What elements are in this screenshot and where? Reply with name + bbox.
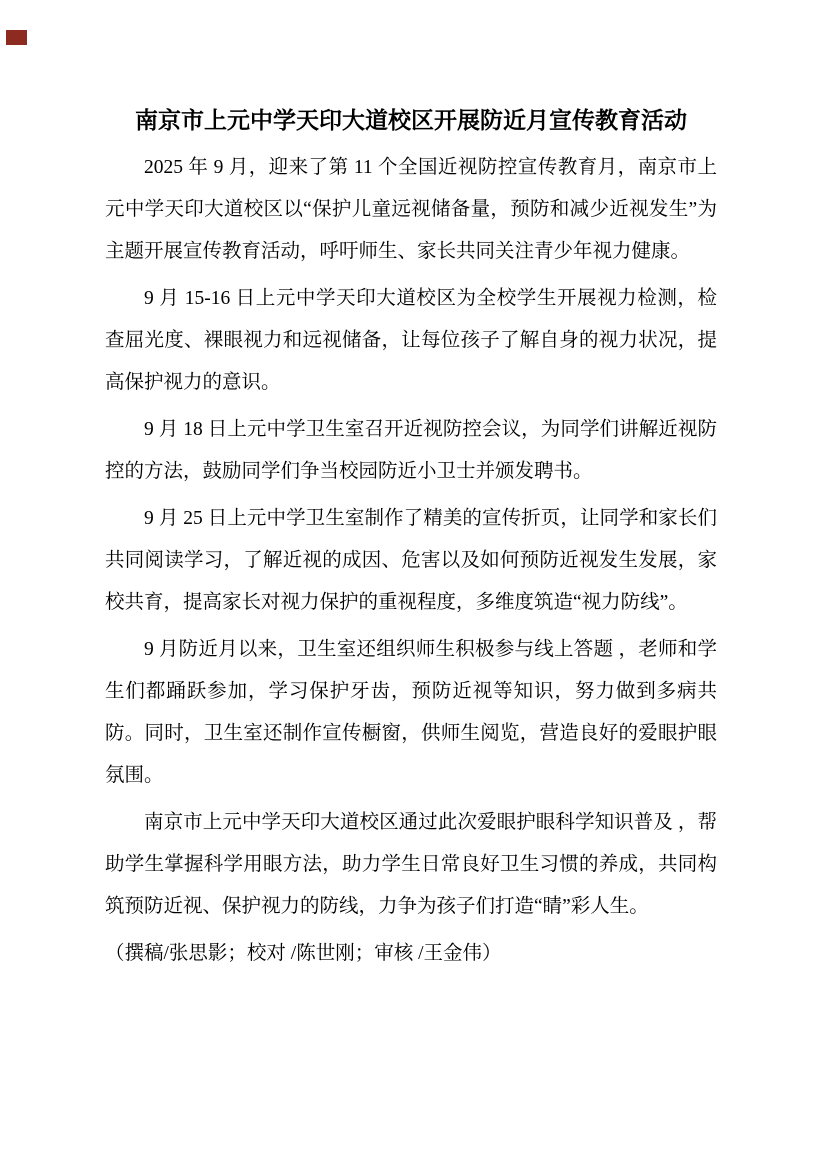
paragraph-online-quiz: 9 月防近月以来，卫生室还组织师生积极参与线上答题 ，老师和学生们都踊跃参加，学习保护牙齿，预防近视等知识，努力做到多病共防。同时，卫生室还制作宣传橱窗，供师生阅览，营造良好的爱眼护眼氛围。: [105, 639, 717, 786]
paragraph-intro: 2025 年 9 月，迎来了第 11 个全国近视防控宣传教育月，南京市上元中学天印大道校区以“保护儿童远视储备量，预防和减少近视发生”为主题开展宣传教育活动，呼吁师生、家长共同关注青少年视力健康。: [105, 157, 717, 262]
document-title: 南京市上元中学天印大道校区开展防近月宣传教育活动: [135, 108, 687, 133]
paragraph-vision-screening: 9 月 15-16 日上元中学天印大道校区为全校学生开展视力检测，检查屈光度、裸眼视力和远视储备，让每位孩子了解自身的视力状况，提高保护视力的意识。: [105, 288, 717, 393]
document-body: [105, 106, 717, 975]
paragraph-leaflets: 9 月 25 日上元中学卫生室制作了精美的宣传折页，让同学和家长们共同阅读学习，了解近视的成因、危害以及如何预防近视发生发展，家校共育，提高家长对视力保护的重视程度，多维度筑造“视力防线”。: [105, 508, 717, 613]
signature-line: （撰稿/张思影；校对 /陈世刚；审核 /王金伟）: [105, 943, 502, 964]
paragraph-conclusion: 南京市上元中学天印大道校区通过此次爱眼护眼科学知识普及 ，帮助学生掌握科学用眼方法，助力学生日常良好卫生习惯的养成，共同构筑预防近视、保护视力的防线，力争为孩子们打造“睛”彩人生。: [105, 812, 717, 917]
corner-marker: [6, 30, 27, 45]
paragraph-prevention-meeting: 9 月 18 日上元中学卫生室召开近视防控会议，为同学们讲解近视防控的方法，鼓励同学们争当校园防近小卫士并颁发聘书。: [105, 419, 717, 482]
